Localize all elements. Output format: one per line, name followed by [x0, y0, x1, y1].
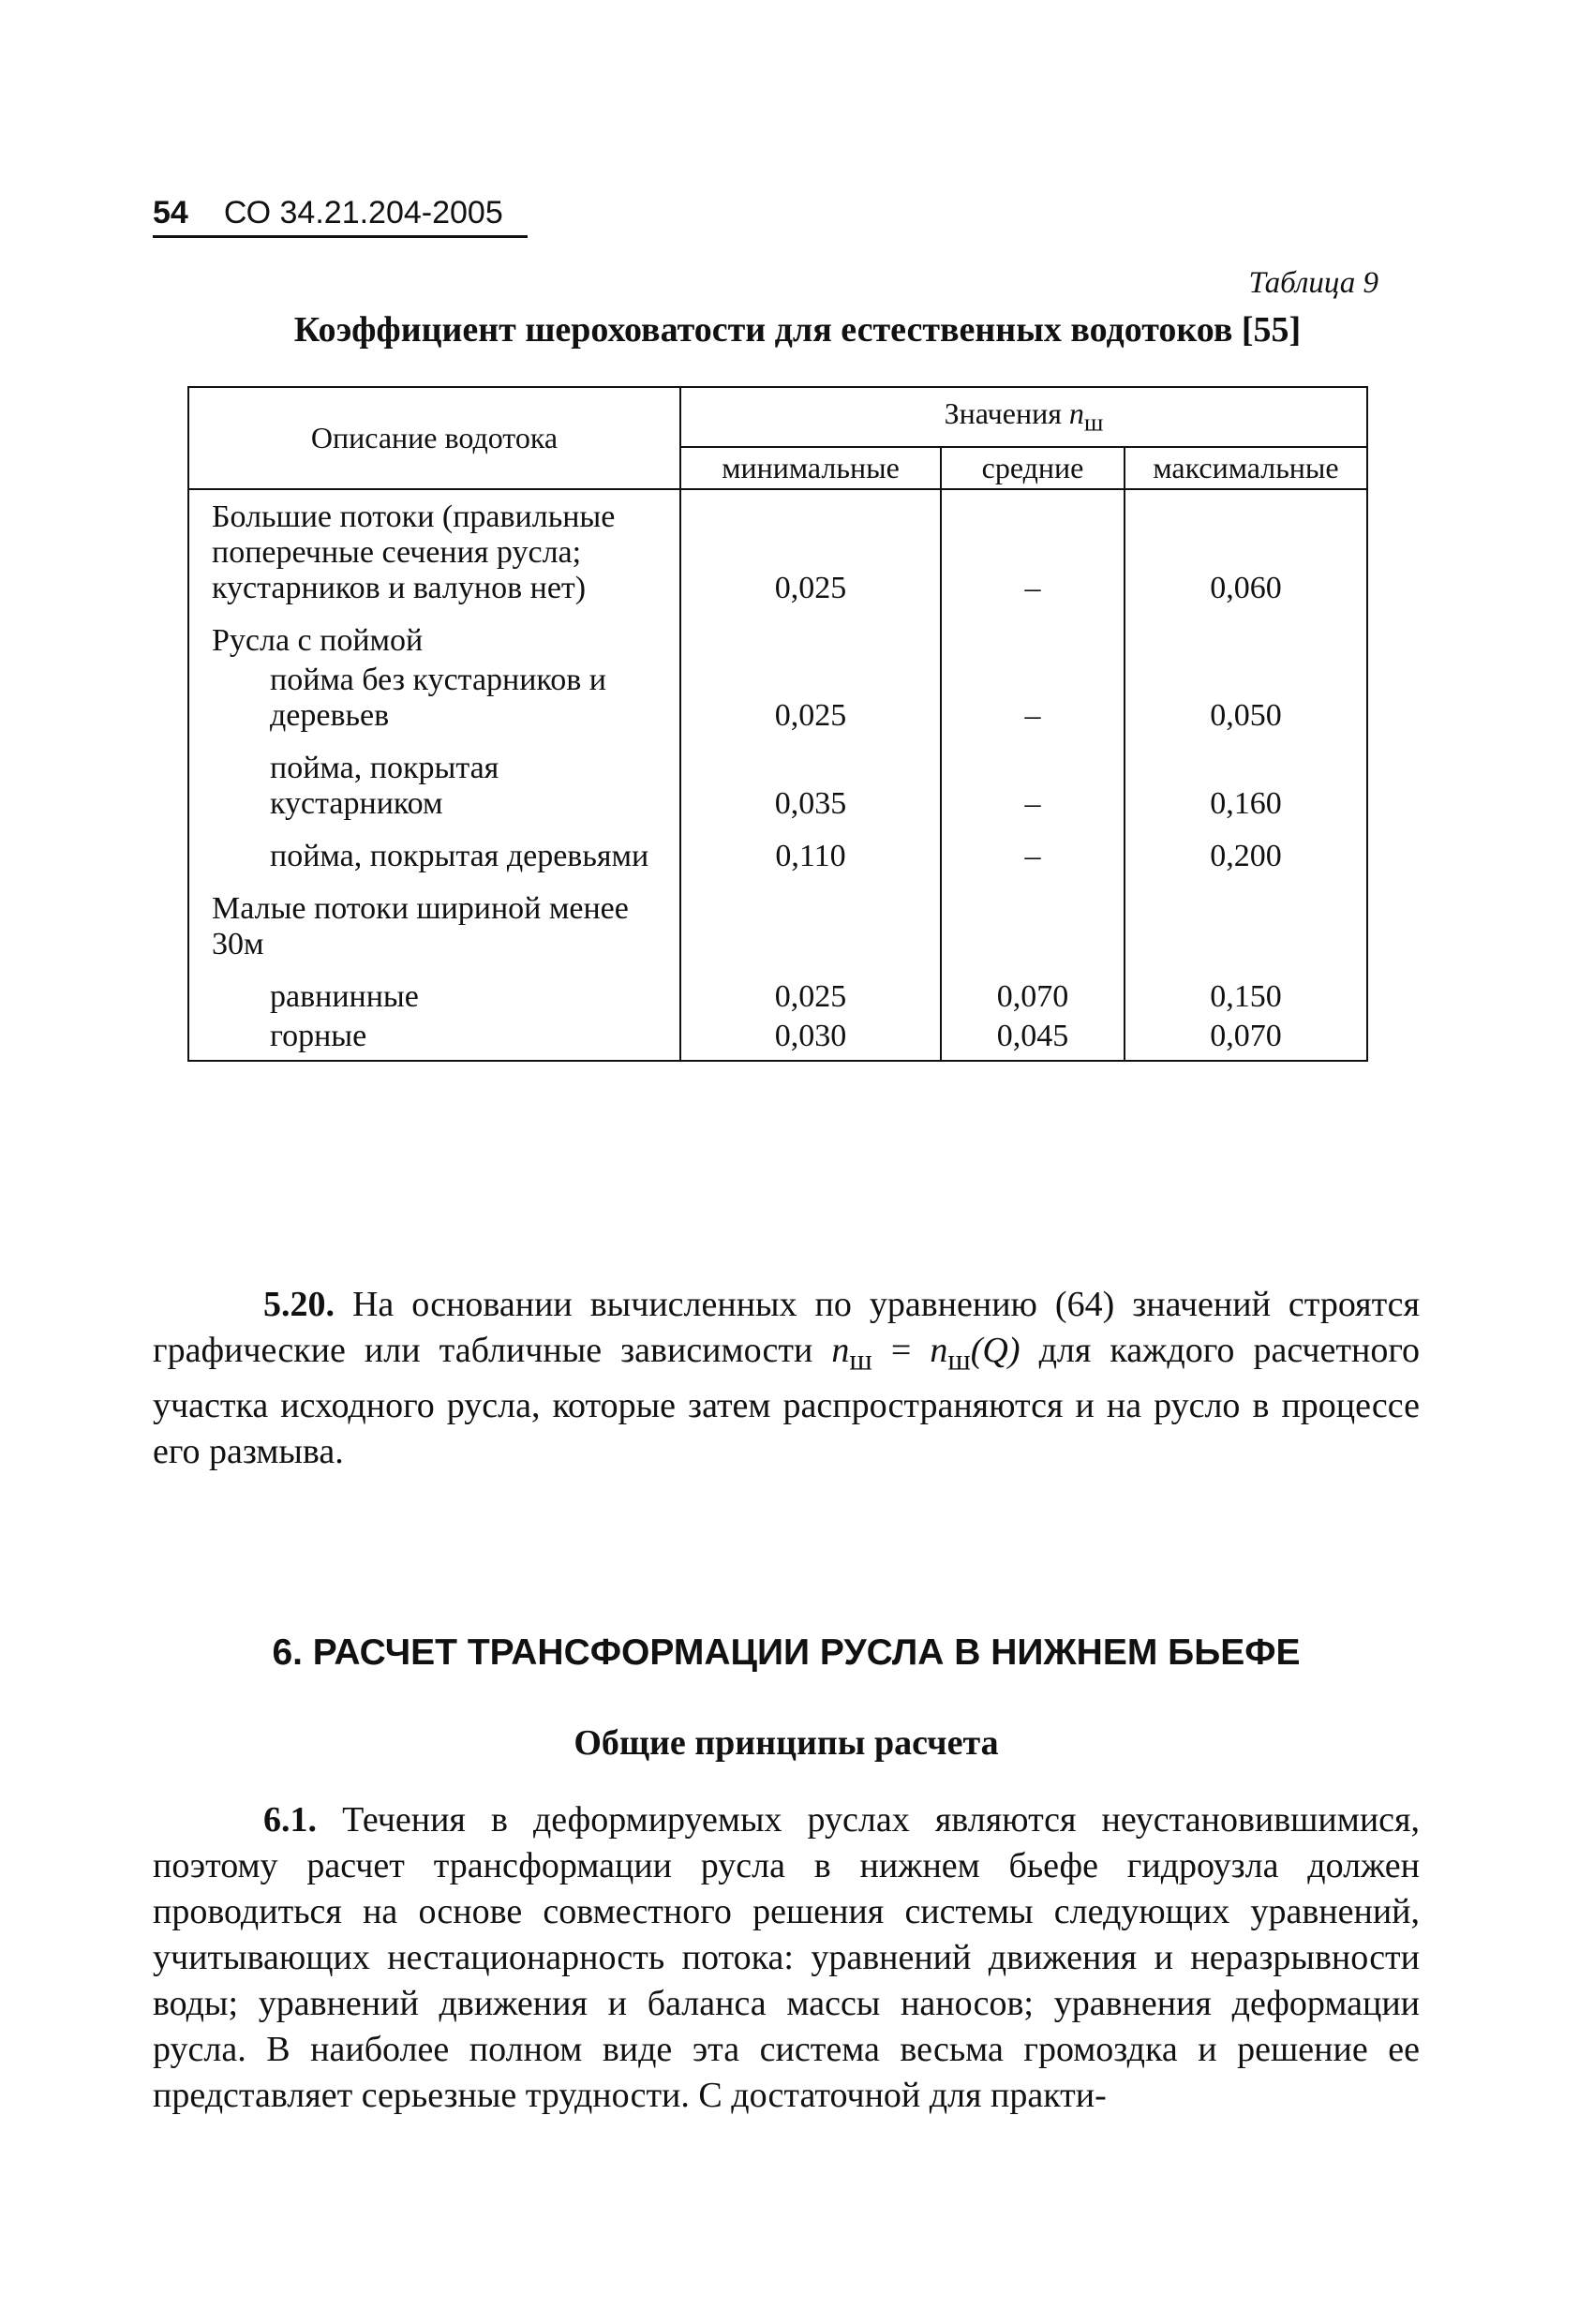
row-min: 0,025: [680, 489, 941, 610]
table-row: [188, 966, 1367, 1019]
row-avg: –: [941, 737, 1125, 826]
row-description: Большие потоки (правильные поперечные сечения русла; кустарников и валунов нет): [188, 489, 680, 610]
header-max: максимальные: [1125, 447, 1367, 489]
header-avg: средние: [941, 447, 1125, 489]
row-avg: 0,045: [941, 1019, 1125, 1061]
table-row: [188, 826, 1367, 878]
table-title: Коэффициент шероховатости для естественных водотоков [55]: [293, 310, 1302, 350]
table-row: [188, 663, 1367, 737]
row-avg: –: [941, 663, 1125, 737]
document-code: СО 34.21.204-2005: [223, 195, 503, 231]
row-min: [680, 610, 941, 663]
row-description: пойма, покрытая кустарником: [188, 737, 680, 826]
header-min: минимальные: [680, 447, 941, 489]
row-min: 0,025: [680, 663, 941, 737]
row-min: 0,035: [680, 737, 941, 826]
row-max: 0,050: [1125, 663, 1367, 737]
paragraph-text: На основании вычисленных по уравнению (64) значений строятся графические или табличные зависимости: [153, 1285, 1420, 1370]
table-row: [188, 1019, 1367, 1061]
paragraph-text: Течения в деформируемых руслах являются неустановившимися, поэтому расчет трансформации русла в нижнем бьефе гидроузла должен проводиться на основе совместного решения системы следующих уравнений, учитывающих нестационарность потока: уравнений движения и неразрывности воды; уравнений движения и баланса массы наносов; уравнения деформации русла. В наиболее полном виде эта система весьма громоздка и решение ее представляет серьезные трудности. С достаточной для практи-: [153, 1800, 1420, 2115]
formula-argument: (Q): [970, 1331, 1020, 1370]
header-values-symbol: n: [1068, 396, 1084, 431]
row-description: равнинные: [188, 966, 680, 1019]
row-min: 0,025: [680, 966, 941, 1019]
header-values-text: Значения: [944, 396, 1062, 431]
row-description: Русла с поймой: [188, 610, 680, 663]
row-description: Малые потоки шириной менее 30м: [188, 878, 680, 966]
row-max: [1125, 878, 1367, 966]
row-max: 0,150: [1125, 966, 1367, 1019]
formula-subscript: ш: [849, 1343, 872, 1377]
row-avg: –: [941, 826, 1125, 878]
row-max: 0,200: [1125, 826, 1367, 878]
paragraph-6-1: [153, 1797, 1420, 2119]
roughness-table: [187, 386, 1368, 1062]
paragraph-text-continued: для каждого расчетного участка исходного русла, которые затем распространяются и на русло в процессе его размыва.: [153, 1331, 1420, 1471]
table-row: [188, 878, 1367, 966]
formula-rhs-subscript: ш: [947, 1343, 971, 1377]
page-header: [153, 192, 528, 238]
row-max: 0,060: [1125, 489, 1367, 610]
formula-symbol: n: [831, 1331, 850, 1370]
header-values-subscript: ш: [1083, 408, 1104, 437]
table-row: [188, 489, 1367, 610]
table-label: Таблица 9: [1248, 266, 1378, 300]
row-min: 0,110: [680, 826, 941, 878]
row-avg: [941, 878, 1125, 966]
row-description: пойма, покрытая деревьями: [188, 826, 680, 878]
paragraph-number: 6.1.: [263, 1800, 317, 1840]
row-avg: [941, 610, 1125, 663]
page-number: 54: [153, 195, 188, 231]
row-max: 0,160: [1125, 737, 1367, 826]
formula-rhs-symbol: n: [930, 1331, 948, 1370]
section-heading: 6. РАСЧЕТ ТРАНСФОРМАЦИИ РУСЛА В НИЖНЕМ БЬЕФЕ: [272, 1632, 1301, 1673]
row-max: 0,070: [1125, 1019, 1367, 1061]
header-description: Описание водотока: [188, 387, 680, 489]
formula: [831, 1331, 1020, 1377]
formula-equals: =: [871, 1331, 931, 1370]
row-description: горные: [188, 1019, 680, 1061]
subheading: Общие принципы расчета: [574, 1723, 999, 1763]
row-min: 0,030: [680, 1019, 941, 1061]
table-row: [188, 610, 1367, 663]
paragraph-5-20: [153, 1282, 1420, 1475]
row-avg: 0,070: [941, 966, 1125, 1019]
table-row: [188, 737, 1367, 826]
header-values: [680, 387, 1367, 447]
row-description: пойма без кустарников и деревьев: [188, 663, 680, 737]
paragraph-number: 5.20.: [263, 1285, 335, 1324]
row-avg: –: [941, 489, 1125, 610]
row-max: [1125, 610, 1367, 663]
row-min: [680, 878, 941, 966]
